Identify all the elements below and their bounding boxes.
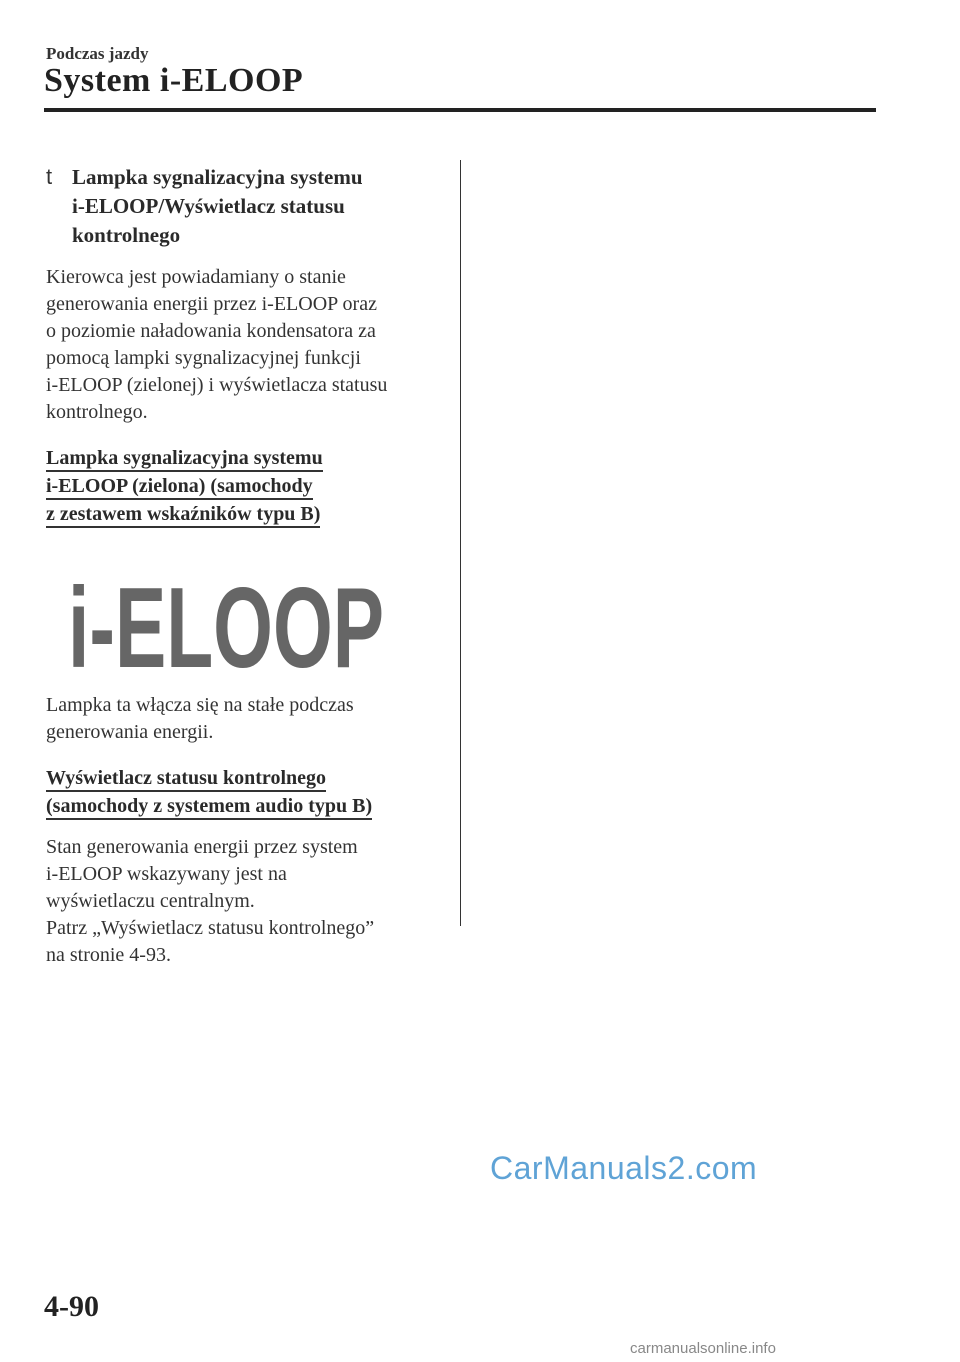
- display-heading-line: (samochody z systemem audio typu B): [46, 795, 372, 820]
- footer-site: carmanualsonline.info: [630, 1340, 776, 1357]
- intro-line: Kierowca jest powiadamiany o stanie: [46, 266, 346, 288]
- indicator-heading-line: i-ELOOP (zielona) (samochody: [46, 475, 313, 500]
- heading-rule: [44, 108, 876, 112]
- intro-line: kontrolnego.: [46, 401, 148, 423]
- intro-line: generowania energii przez i-ELOOP oraz: [46, 293, 377, 315]
- indicator-heading-line: z zestawem wskaźników typu B): [46, 503, 320, 528]
- display-line: i-ELOOP wskazywany jest na: [46, 863, 287, 885]
- display-line: wyświetlaczu centralnym.: [46, 890, 255, 912]
- i-eloop-indicator-icon: [46, 562, 446, 692]
- indicator-line: generowania energii.: [46, 721, 214, 743]
- display-line: na stronie 4-93.: [46, 944, 171, 966]
- topic-title-line: kontrolnego: [72, 223, 181, 247]
- topic-title-line: Lampka sygnalizacyjna systemu: [72, 165, 363, 189]
- display-line: Stan generowania energii przez system: [46, 836, 358, 858]
- watermark: CarManuals2.com: [490, 1150, 758, 1186]
- intro-line: i-ELOOP (zielonej) i wyświetlacza statusu: [46, 374, 388, 396]
- topic-marker: t: [46, 164, 53, 189]
- display-heading: [46, 764, 372, 820]
- page-number: 4-90: [44, 1290, 99, 1323]
- intro-paragraph: [46, 264, 446, 426]
- intro-line: pomocą lampki sygnalizacyjnej funkcji: [46, 347, 361, 369]
- column-divider: [460, 160, 461, 926]
- left-column: [46, 163, 446, 981]
- indicator-line: Lampka ta włącza się na stałe podczas: [46, 694, 354, 716]
- display-heading-line: Wyświetlacz statusu kontrolnego: [46, 767, 326, 792]
- section-label: Podczas jazdy: [46, 44, 149, 63]
- topic-title: [72, 163, 363, 250]
- i-eloop-logo-text: i-ELOOP: [68, 565, 384, 692]
- indicator-heading-line: Lampka sygnalizacyjna systemu: [46, 447, 323, 472]
- topic-title-line: i-ELOOP/Wyświetlacz statusu: [72, 194, 345, 218]
- indicator-heading: [46, 444, 323, 528]
- i-eloop-logo: [46, 565, 386, 692]
- indicator-paragraph: [46, 692, 446, 746]
- display-line: Patrz „Wyświetlacz statusu kontrolnego”: [46, 917, 375, 939]
- topic-heading: [46, 163, 446, 250]
- page-title: System i-ELOOP: [44, 62, 304, 99]
- display-paragraph: [46, 834, 446, 969]
- intro-line: o poziomie naładowania kondensatora za: [46, 320, 376, 342]
